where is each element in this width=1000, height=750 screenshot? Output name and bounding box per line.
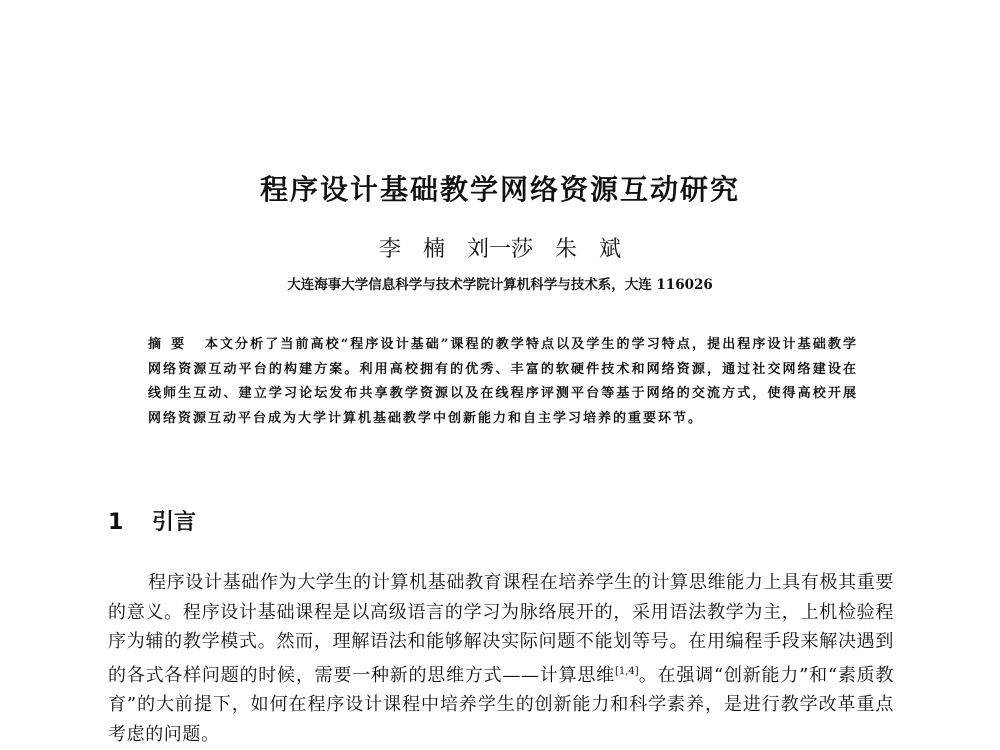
author-list: 李 楠 刘一莎 朱 斌 — [378, 237, 621, 262]
citation-reference: [1,4] — [614, 665, 639, 677]
affiliation: 大连海事大学信息科学与技术学院计算机科学与技术系，大连 116026 — [287, 277, 713, 293]
section-heading — [108, 505, 196, 536]
body-paragraph — [108, 568, 894, 749]
abstract — [148, 333, 858, 431]
body-text-part2: 。在强调“创新能力”和“素质教育”的大前提下，如何在程序设计课程中培养学生的创新能力和科学素养，是进行教学改革重点考虑的问题。 — [108, 664, 894, 745]
abstract-label: 摘要 — [148, 337, 195, 352]
paper-title: 程序设计基础教学网络资源互动研究 — [259, 173, 740, 206]
body-text-part1: 程序设计基础作为大学生的计算机基础教育课程在培养学生的计算思维能力上具有极其重要的意义。程序设计基础课程是以高级语言的学习为脉络展开的，采用语法教学为主，上机检验程序为辅的教学模式。然而，理解语法和能够解决实际问题不能划等号。在用编程手段来解决遇到的各式各样问题的时候，需要一种新的思维方式——计算思维 — [108, 572, 894, 686]
section-title: 引言 — [152, 510, 197, 535]
section-number: 1 — [108, 510, 124, 535]
abstract-text: 本文分析了当前高校“程序设计基础”课程的教学特点以及学生的学习特点，提出程序设计基础教学网络资源互动平台的构建方案。利用高校拥有的优秀、丰富的软硬件技术和网络资源，通过社交网络建设在线师生互动、建立学习论坛发布共享教学资源以及在线程序评测平台等基于网络的交流方式，使得高校开展网络资源互动平台成为大学计算机基础教学中创新能力和自主学习培养的重要环节。 — [148, 337, 858, 426]
